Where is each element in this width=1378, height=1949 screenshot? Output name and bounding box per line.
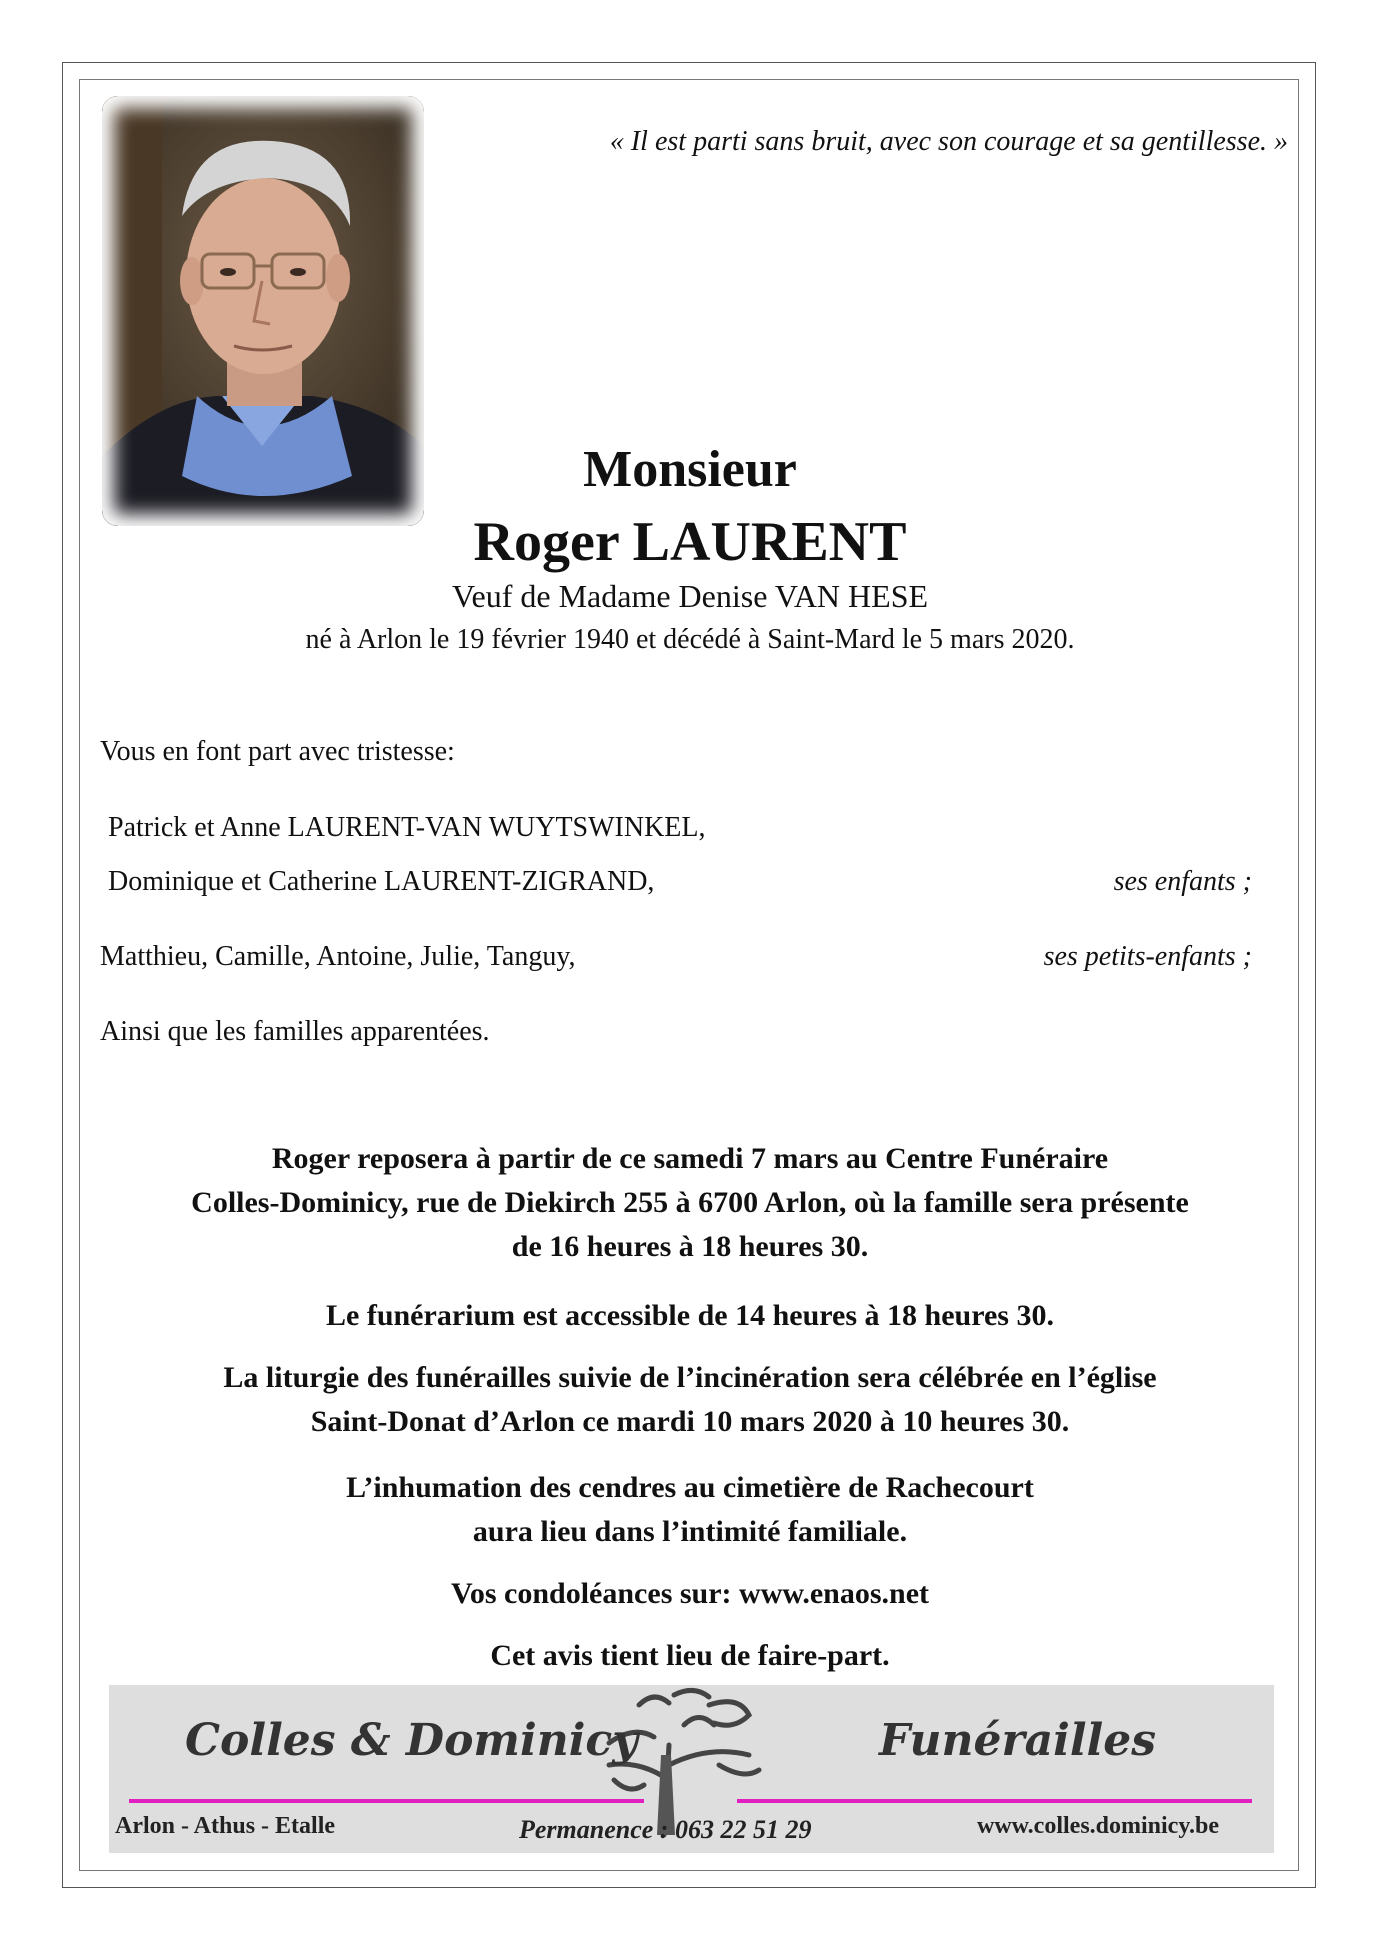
family-child-1: Patrick et Anne LAURENT-VAN WUYTSWINKEL,: [108, 812, 706, 843]
funerarium-hours: Le funérarium est accessible de 14 heures à 18 heures 30.: [326, 1299, 1054, 1332]
liturgy-line-2: Saint-Donat d’Arlon ce mardi 10 mars 2020 à 10 heures 30.: [310, 1405, 1070, 1438]
funeral-home-banner: [109, 1685, 1274, 1853]
family-relatives: Ainsi que les familles apparentées.: [100, 1016, 490, 1047]
viewing-info: [90, 1137, 1290, 1269]
inhumation-line-1: L’inhumation des cendres au cimetière de Rachecourt: [346, 1471, 1034, 1504]
viewing-line-2: Colles-Dominicy, rue de Diekirch 255 à 6700 Arlon, où la famille sera présente: [191, 1186, 1189, 1219]
deceased-name: Roger LAURENT: [473, 511, 907, 573]
grandchildren-label: ses petits-enfants ;: [1043, 941, 1252, 972]
service-name: Funérailles: [879, 1715, 1157, 1766]
widow-of: Veuf de Madame Denise VAN HESE: [451, 578, 929, 614]
liturgy-info: [90, 1356, 1290, 1444]
condolences-link: Vos condoléances sur: www.enaos.net: [450, 1577, 930, 1610]
notice-statement: Cet avis tient lieu de faire-part.: [490, 1639, 890, 1672]
honorific: Monsieur: [583, 441, 797, 498]
company-phone: Permanence : 063 22 51 29: [519, 1815, 812, 1844]
company-name: Colles & Dominicy: [185, 1715, 638, 1766]
viewing-line-1: Roger reposera à partir de ce samedi 7 mars au Centre Funéraire: [271, 1142, 1109, 1175]
company-website: www.colles.dominicy.be: [977, 1813, 1220, 1839]
inhumation-line-2: aura lieu dans l’intimité familiale.: [472, 1515, 908, 1548]
inhumation-info: [90, 1466, 1290, 1554]
children-label: ses enfants ;: [1113, 866, 1252, 897]
accent-line-left: [129, 1799, 644, 1803]
viewing-line-3: de 16 heures à 18 heures 30.: [511, 1230, 869, 1263]
announcement-intro: Vous en font part avec tristesse:: [100, 736, 455, 767]
family-grandchildren: Matthieu, Camille, Antoine, Julie, Tanguy,: [100, 941, 576, 972]
liturgy-line-1: La liturgie des funérailles suivie de l’incinération sera célébrée en l’église: [223, 1361, 1157, 1394]
family-child-2: Dominique et Catherine LAURENT-ZIGRAND,: [108, 866, 655, 897]
accent-line-right: [737, 1799, 1252, 1803]
company-locations: Arlon - Athus - Etalle: [115, 1813, 336, 1839]
birth-death-dates: né à Arlon le 19 février 1940 et décédé à Saint-Mard le 5 mars 2020.: [305, 624, 1075, 655]
epitaph-quote: « Il est parti sans bruit, avec son courage et sa gentillesse. »: [609, 126, 1288, 157]
